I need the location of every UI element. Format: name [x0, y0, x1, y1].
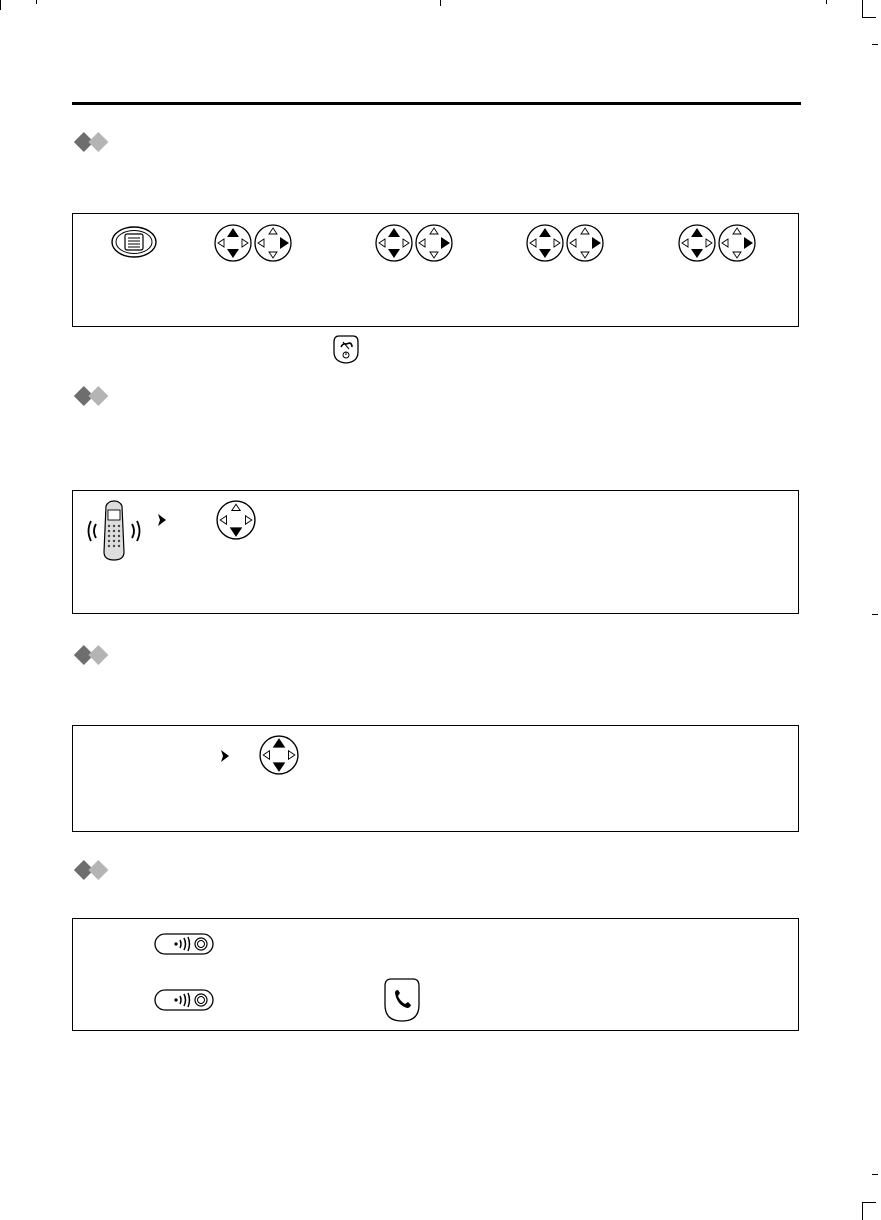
crop-mark	[862, 1202, 876, 1203]
section-diamonds-icon	[72, 132, 112, 152]
arrow-right-icon	[157, 513, 167, 527]
navigator-right-icon	[415, 224, 453, 262]
crop-mark	[0, 0, 1, 10]
arrow-right-icon	[220, 749, 230, 763]
crop-mark	[872, 614, 878, 615]
crop-mark	[862, 17, 876, 18]
navigator-up-down-icon	[259, 735, 299, 775]
crop-mark	[826, 0, 827, 4]
navigator-right-icon	[718, 224, 756, 262]
header-rule	[72, 102, 801, 105]
intercom-button-icon	[154, 988, 214, 1012]
section-2-box	[72, 490, 799, 614]
talk-button-icon	[383, 977, 421, 1023]
menu-button-icon	[110, 225, 158, 259]
section-diamonds-icon	[72, 860, 112, 880]
navigator-up-down-icon	[678, 224, 716, 262]
section-diamonds-icon	[72, 645, 112, 665]
navigator-up-down-icon	[526, 224, 564, 262]
navigator-up-down-icon	[214, 224, 252, 262]
navigator-down-icon	[216, 500, 256, 540]
crop-mark	[36, 0, 37, 4]
crop-mark	[862, 0, 863, 18]
intercom-button-icon	[154, 932, 214, 956]
navigator-up-down-icon	[375, 224, 413, 262]
crop-mark	[872, 1174, 878, 1175]
crop-mark	[872, 44, 878, 45]
section-diamonds-icon	[72, 386, 112, 406]
off-button-icon	[333, 334, 359, 364]
section-3-box	[72, 725, 799, 832]
navigator-right-icon	[254, 224, 292, 262]
crop-mark	[440, 0, 441, 6]
crop-mark	[862, 1202, 863, 1220]
navigator-right-icon	[566, 224, 604, 262]
handset-ringing-icon	[84, 500, 144, 562]
